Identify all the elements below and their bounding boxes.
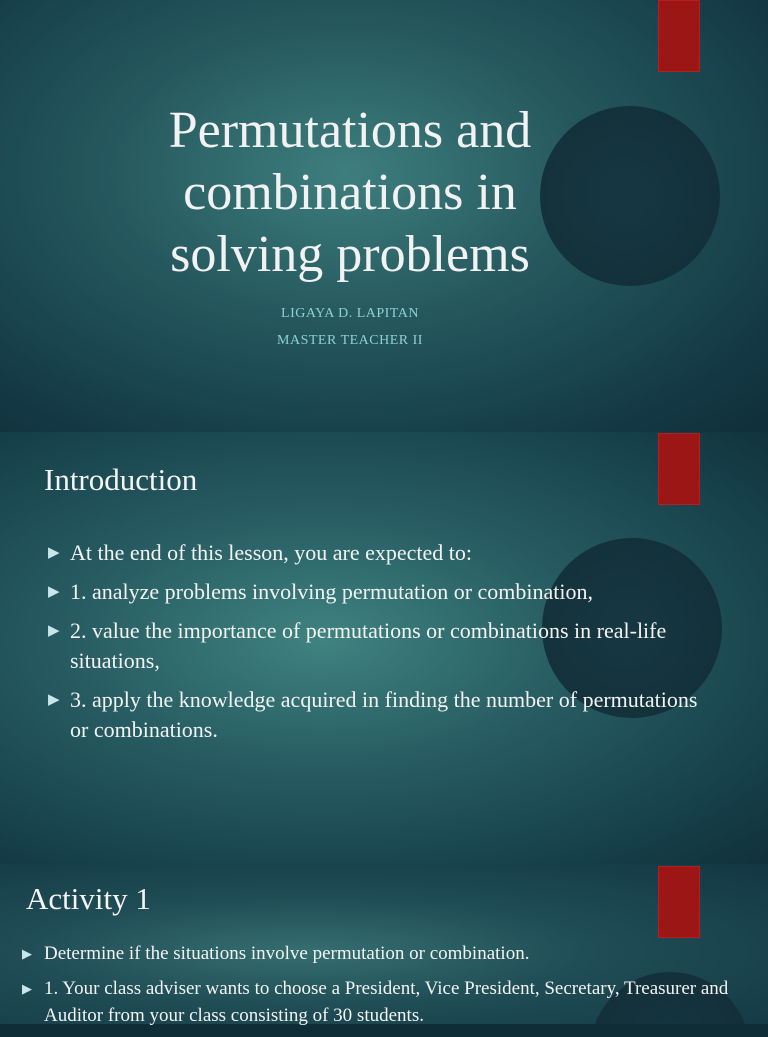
title-slide: [0, 0, 768, 432]
slide-heading: Introduction: [44, 462, 198, 497]
list-item: [22, 975, 757, 1029]
title-line: Permutations and: [168, 102, 532, 159]
activity-list: [22, 940, 757, 1037]
slide-title: [100, 100, 600, 286]
triangle-right-icon: ▶: [48, 623, 60, 639]
author-position: MASTER TEACHER II: [277, 333, 423, 348]
title-line: combinations in: [183, 164, 517, 221]
list-item-text: At the end of this lesson, you are expected to:: [70, 540, 473, 565]
list-item: [48, 685, 708, 745]
triangle-right-icon: ▶: [48, 584, 60, 600]
triangle-right-icon: ▶: [48, 692, 60, 708]
title-line: solving problems: [170, 226, 530, 283]
list-item-text: 1. Your class adviser wants to choose a President, Vice President, Secretary, Treasurer and Auditor from your class consisting of 30 students.: [44, 978, 729, 1026]
list-item-text: 3. apply the knowledge acquired in finding the number of permutations or combinations.: [70, 687, 698, 742]
list-item-text: 1. analyze problems involving permutation or combination,: [70, 579, 593, 604]
slide-heading: Activity 1: [26, 881, 151, 916]
red-accent-bar: [658, 433, 700, 505]
triangle-right-icon: ▶: [48, 545, 60, 561]
triangle-right-icon: ▶: [22, 946, 32, 961]
list-item-text: 2. value the importance of permutations or combinations in real-life situations,: [70, 618, 667, 673]
list-item: [48, 577, 708, 607]
list-item: [48, 538, 708, 568]
objectives-list: [48, 538, 708, 754]
author-name: LIGAYA D. LAPITAN: [281, 306, 419, 321]
triangle-right-icon: ▶: [22, 981, 32, 996]
red-accent-bar: [658, 866, 700, 938]
red-accent-bar: [658, 0, 700, 72]
list-item: [22, 940, 757, 967]
list-item: [48, 616, 708, 676]
list-item-text: Determine if the situations involve permutation or combination.: [44, 943, 530, 964]
